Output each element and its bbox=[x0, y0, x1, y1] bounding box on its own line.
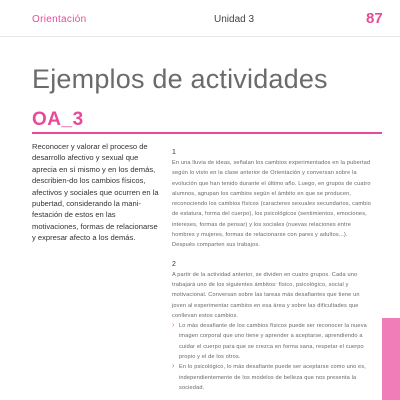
page-number: 87 bbox=[366, 10, 383, 27]
activity-text: En una lluvia de ideas, señalan los cambios experimentados en la pubertad según lo visto en la clase anterior de Orientación y conversan sobre la evolución que han tenido durante el último año. Luego, en grupos de cuatro alumnos, agrupan los cambios según el ámbito en que se producen, reconociendo los cambios físicos (caracteres sexuales secundarios, cambio de estatura, forma del cuerpo), los psicológicos (sentimientos, emociones, intereses, formas de pensar) y los sociales (nuevas relaciones entre hombres y mujeres, formas de relacionarse con pares y adultos...). Después comparten sus trabajos. bbox=[172, 160, 372, 249]
header-section: Orientación bbox=[32, 14, 87, 25]
activity-1 bbox=[172, 148, 372, 251]
activity-number: 2 bbox=[172, 260, 176, 268]
side-tab-marker bbox=[382, 318, 400, 400]
activity-text: A partir de la actividad anterior, se dividen en cuatro grupos. Cada uno trabajará uno de los siguientes ámbitos: físico, psicológico, social y motivacional. Conversan sobre las tareas más desafiantes que tiene un joven al experimentar cambios en esa área y sobre las dificultades que conllevan estos cambios. bbox=[172, 271, 360, 319]
header-divider bbox=[0, 36, 400, 37]
page-title: Ejemplos de actividades bbox=[32, 64, 328, 94]
activity-number: 1 bbox=[172, 149, 176, 156]
header-unit: Unidad 3 bbox=[214, 14, 255, 25]
activity-bullets bbox=[172, 321, 372, 393]
learning-objective: Reconocer y valorar el proceso de desarrollo afectivo y sexual que aprecia en sí mismo y en los demás, describien-do los cambios físicos, afectivos y sociales que ocurren en la pubertad, considerando la mani-festación de estos en las motivaciones, formas de relacionarse y expresar afecto a los demás. bbox=[32, 142, 159, 243]
objective-divider bbox=[32, 132, 382, 134]
activities-list bbox=[172, 148, 372, 393]
activity-2 bbox=[172, 260, 372, 394]
activity-bullet: › En lo psicológico, lo más desafiante puede ser aceptarse como uno es, independientemente de los modelos de belleza que nos presenta la sociedad. bbox=[172, 362, 372, 393]
activity-bullet: › Lo más desafiante de los cambios físicos puede ser reconocer la nueva imagen corporal que uno tiene y aprender a aceptarse, aprendiendo a cuidar el cuerpo para que se crezca en forma sana, respetar el cuerpo propio y el de los otros. bbox=[172, 321, 372, 362]
objective-code: OA_3 bbox=[32, 109, 84, 130]
